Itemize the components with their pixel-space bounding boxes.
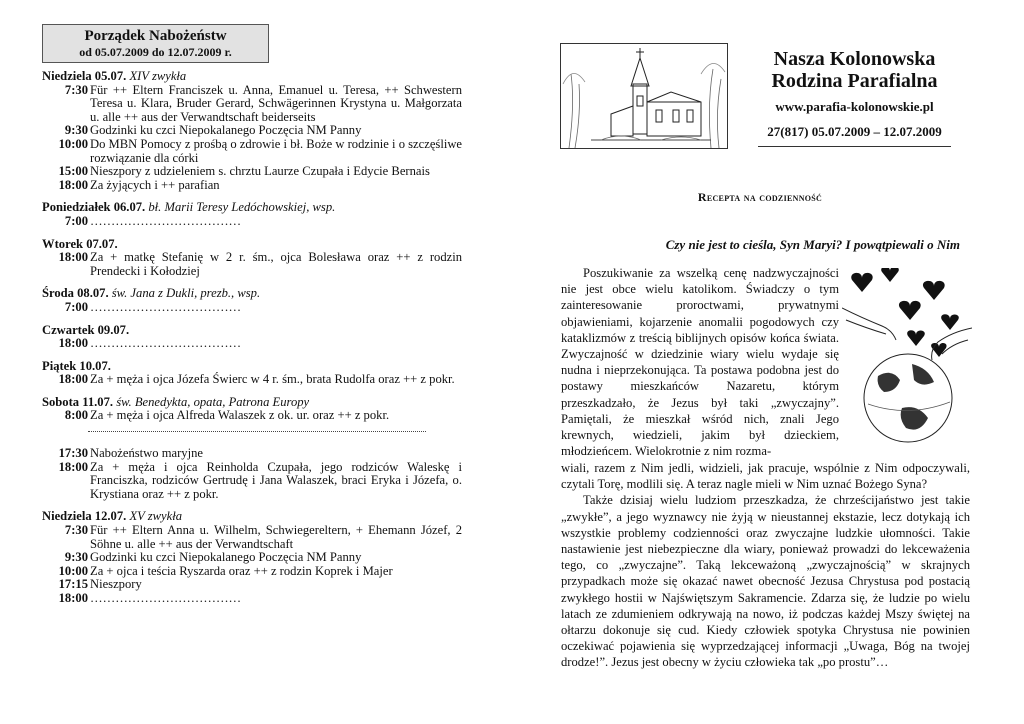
mass-entry [42, 592, 462, 606]
schedule-day [42, 510, 462, 605]
mass-time: 18:00 [58, 177, 88, 192]
schedule-title-box [42, 24, 269, 63]
day-name: Niedziela 12.07. [42, 509, 127, 524]
issue-number: 27(817) 05.07.2009 – 12.07.2009 [767, 124, 942, 139]
mass-time: 7:30 [64, 523, 88, 538]
liturgical-note: bł. Marii Teresy Ledóchowskiej, wsp. [148, 200, 336, 215]
mass-entry [42, 447, 462, 461]
mass-intention: ……………………………… [90, 591, 242, 605]
mass-intention: Za + męża i ojca Józefa Świerc w 4 r. śm., brata Rudolfa oraz ++ z pokr. [90, 372, 455, 387]
website-link[interactable]: www.parafia-kolonowskie.pl [775, 99, 934, 114]
day-heading [42, 70, 462, 84]
mass-time: 7:00 [64, 299, 88, 314]
mass-intention: Do MBN Pomocy z prośbą o zdrowie i bł. Boże w rodzinie i o szczęśliwe rozwiązanie dla córki [90, 136, 462, 165]
mass-entry [42, 301, 462, 315]
mass-entry [42, 565, 462, 579]
mass-intention: Für ++ Eltern Anna u. Wilhelm, Schwiegereltern, + Ehemann Józef, 2 Söhne u. alle ++ aus der Verwandtschaft [90, 523, 462, 551]
liturgical-note: XV zwykła [129, 509, 183, 524]
day-heading [42, 201, 462, 215]
schedule-dates: od 05.07.2009 do 12.07.2009 r. [79, 45, 232, 59]
mass-time: 18:00 [58, 336, 88, 351]
day-name: Piątek 10.07. [42, 358, 111, 373]
article-body-wrapped [561, 265, 839, 459]
mass-intention: ……………………………… [90, 336, 242, 351]
mass-entry [42, 337, 462, 351]
mass-time: 17:30 [58, 446, 88, 461]
mass-entry [42, 524, 462, 551]
schedule-day [42, 238, 462, 279]
mass-entry [42, 138, 462, 165]
dotted-separator [88, 431, 426, 432]
mass-intention: ……………………………… [90, 299, 242, 314]
mass-entry [42, 165, 462, 179]
mass-time: 9:30 [64, 550, 88, 565]
mass-intention: Za + ojca i teścia Ryszarda oraz ++ z rodzin Koprek i Majer [90, 563, 393, 578]
mass-intention: Godzinki ku czci Niepokalanego Poczęcia NM Panny [90, 550, 362, 565]
mass-time: 9:30 [64, 123, 88, 138]
liturgical-note: św. Benedykta, opata, Patrona Europy [116, 394, 310, 409]
bulletin-header [742, 48, 967, 147]
mass-time: 18:00 [58, 591, 88, 605]
mass-entry [42, 124, 462, 138]
mass-intention: Za żyjących i ++ parafian [90, 177, 220, 192]
mass-intention: Godzinki ku czci Niepokalanego Poczęcia NM Panny [90, 123, 362, 138]
day-name: Środa 08.07. [42, 286, 109, 301]
mass-entry [42, 179, 462, 193]
day-name: Wtorek 07.07. [42, 236, 118, 251]
mass-time: 18:00 [58, 250, 88, 265]
mass-entry [42, 461, 462, 502]
article-body-full [561, 460, 970, 671]
mass-entry [42, 551, 462, 565]
bulletin-name-line1: Nasza Kolonowska [773, 48, 936, 70]
mass-entry [42, 409, 462, 423]
liturgical-note: św. Jana z Dukli, prezb., wsp. [111, 286, 261, 301]
day-heading [42, 324, 462, 338]
schedule-title: Porządek Nabożeństw [84, 28, 227, 44]
schedule-day [42, 360, 462, 387]
day-heading [42, 238, 462, 252]
schedule-list [42, 68, 462, 606]
day-name: Poniedziałek 06.07. [42, 200, 146, 215]
mass-intention: ……………………………… [90, 213, 242, 228]
mass-intention: Za + męża i ojca Alfreda Walaszek z ok. ur. oraz ++ z pokr. [90, 408, 390, 423]
mass-time: 10:00 [58, 563, 88, 578]
article-paragraph-1b: wiali, razem z Nim jedli, widzieli, jak pracuje, wspólnie z Nim odpoczywali, czytali Torę, modlili się. A teraz nagle mieli w Nim uznać Bożego Syna? [561, 461, 970, 492]
schedule-day [42, 287, 462, 314]
day-name: Czwartek 09.07. [42, 322, 130, 337]
mass-time: 10:00 [58, 136, 88, 151]
schedule-day [42, 324, 462, 351]
gospel-quote: Czy nie jest to cieśla, Syn Maryi? I powątpiewali o Nim [665, 237, 960, 252]
schedule-day [42, 396, 462, 423]
mass-time: 7:00 [64, 213, 88, 228]
mass-time: 18:00 [58, 372, 88, 387]
mass-intention: Für ++ Eltern Franciszek u. Anna, Emanuel u. Teresa, ++ Schwestern Teresa u. Klara, Bruder Gerard, Schwägerinnen Krystyna u. Małgorzata u. alle ++ aus der Verwandtschaft beiderseits [90, 82, 462, 124]
section-heading: Recepta na codzienność [697, 190, 823, 204]
mass-intention: Za + matkę Stefanię w 2 r. śm., ojca Bolesława oraz ++ z rodzin Prendecki i Kołodziej [90, 250, 462, 278]
mass-time: 18:00 [58, 459, 88, 474]
church-drawing [560, 43, 728, 149]
mass-entry [42, 84, 462, 125]
article-paragraph-1a: Poszukiwanie za wszelką cenę nadzwyczajności nie jest obce wielu katolikom. Świadczy o tym zainteresowanie proroctwami, prywatnymi objawieniami, kojarzenie anomalii pogodowych czy kataklizmów z treścią biblijnych opisów końca świata. Zwyczajność w dziedzinie wiary wielu wydaje się nudna i nieprzekonująca. Ta postawa podobna jest do postawy mieszkańców Nazaretu, którym przeszkadzało, że Jezus był taki „zwyczajny”. Pamiętali, że mieszkał wśród nich, znali Jego krewnych, wiedzieli, jakim był dzieckiem, młodzieńcem. Wielokrotnie z nim rozma- [561, 266, 839, 459]
mass-intention: Nieszpory [90, 577, 142, 592]
mass-intention: Za + męża i ojca Reinholda Czupała, jego rodziców Waleskę i Franciszka, rodziców Gertrudę i Jana Walaszek, braci Eryka i Józefa, o. Krystiana oraz ++ z pokr. [90, 459, 462, 501]
day-heading [42, 510, 462, 524]
mass-intention: Nabożeństwo maryjne [90, 446, 203, 461]
day-name: Niedziela 05.07. [42, 69, 127, 83]
mass-intention: Nieszpory z udzieleniem s. chrztu Laurze Czupała i Edycie Bernais [90, 164, 430, 179]
hearts-globe-illustration [842, 268, 972, 448]
day-name: Sobota 11.07. [42, 394, 114, 409]
schedule-day [42, 70, 462, 192]
article-paragraph-2: Także dzisiaj wielu ludziom przeszkadza, że chrześcijaństwo jest takie „zwykłe”, a jego wyznawcy nie żyją w nieustannej ekstazie, lecz dotykają ich wszystkie problemy codzienności oraz zwyczajne ludzkie ułomności. Takie nastawienie jest niebezpieczne dla wiary, ponieważ prowadzi do lekceważenia tego, co „zwyczajne”. Taką lekceważoną „zwyczajnością” w skrajnych przypadkach może się okazać nawet obecność Jezusa Chrystusa pod postacią zwykłego hostii w Najświętszym Sakramencie. Zdarza się, że ludzie po wielu latach ze zdumieniem odkrywają na nowo, iż podczas każdej Mszy świętej na ołtarzu dokonuje się cud. Kiedy człowiek spotyka Chrystusa nie powinien oczekiwać pojawienia się wyprzedzającej informacji „Uwaga, Bóg na twojej drodze!”. Jezus jest obecny w życiu człowieka tak „po prostu”… [561, 493, 970, 670]
header-rule [758, 146, 951, 147]
day-heading [42, 396, 462, 410]
mass-time: 17:15 [58, 577, 88, 592]
liturgical-note: XIV zwykła [129, 69, 187, 83]
mass-entry [42, 215, 462, 229]
saturday-evening [42, 447, 462, 501]
bulletin-name-line2: Rodzina Parafialna [771, 70, 938, 92]
mass-time: 15:00 [58, 164, 88, 179]
mass-entry [42, 251, 462, 278]
mass-time: 8:00 [64, 408, 88, 423]
day-heading [42, 360, 462, 374]
schedule-day [42, 201, 462, 228]
mass-time: 7:30 [64, 82, 88, 97]
day-heading [42, 287, 462, 301]
mass-entry [42, 373, 462, 387]
mass-entry [42, 578, 462, 592]
